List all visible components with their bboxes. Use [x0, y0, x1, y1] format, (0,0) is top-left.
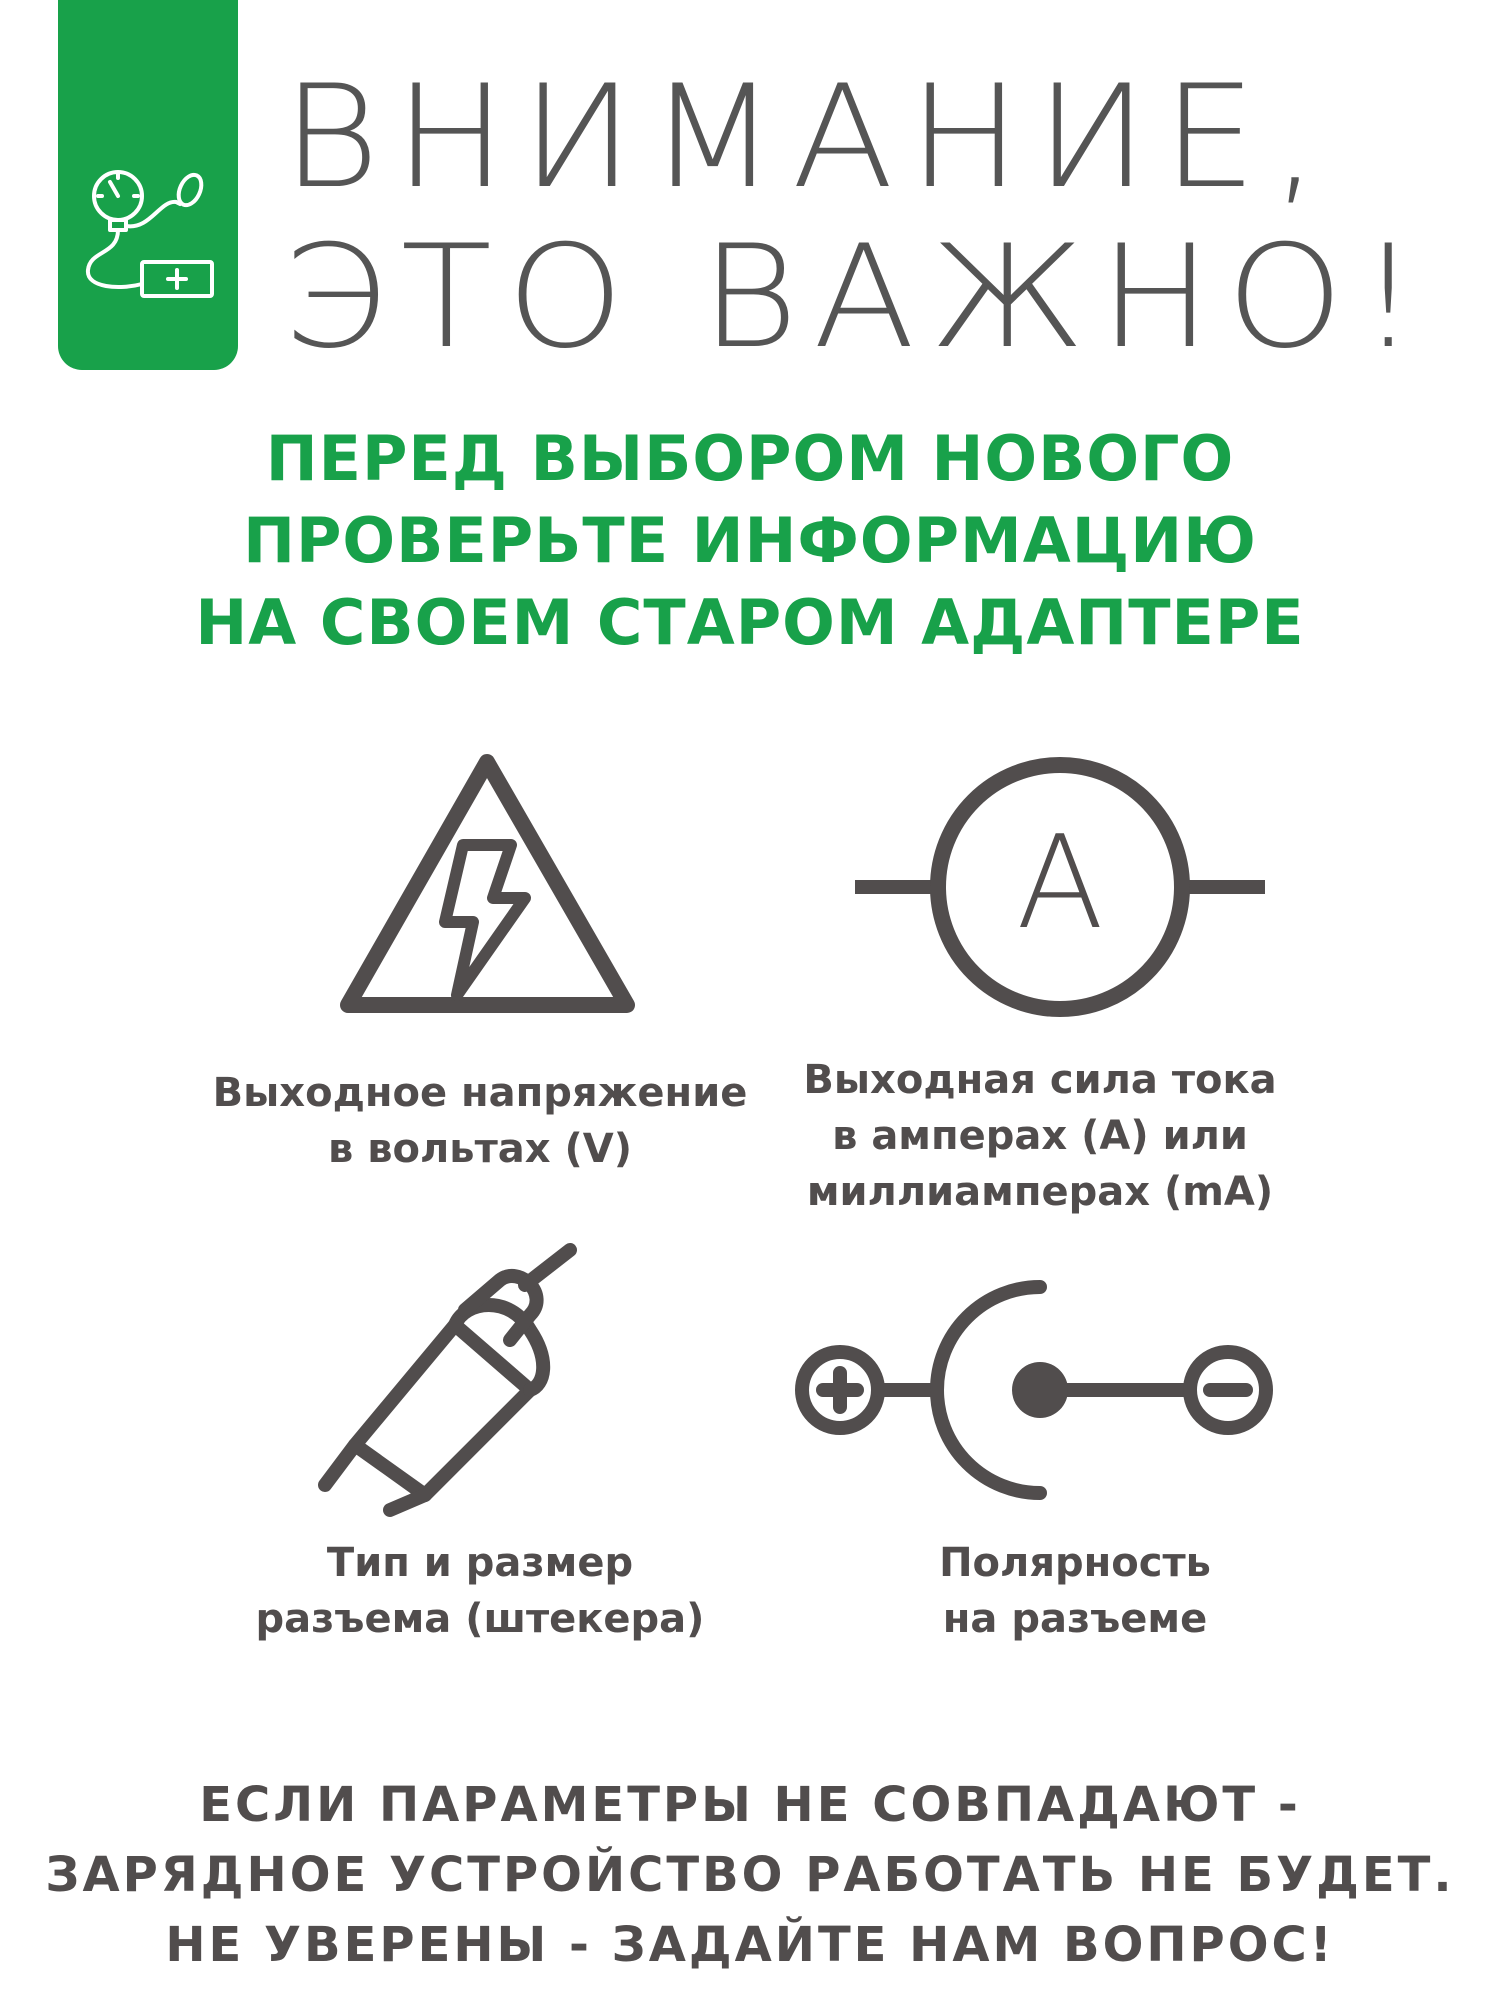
voltage-caption [190, 1065, 770, 1177]
headline-line-2: ЭТО ВАЖНО! [282, 215, 1433, 380]
plug-caption-line-2: разъема (штекера) [255, 1596, 705, 1642]
logo-tab [58, 0, 238, 370]
subheading-line-2: ПРОВЕРЬТЕ ИНФОРМАЦИЮ [243, 504, 1257, 577]
subheading [0, 418, 1500, 664]
plug-connector-icon [315, 1240, 615, 1520]
polarity-caption [790, 1535, 1360, 1647]
current-caption [760, 1052, 1320, 1220]
ammeter-icon [855, 755, 1265, 1025]
voltage-caption-line-1: Выходное напряжение [212, 1070, 748, 1116]
footer-line-3: НЕ УВЕРЕНЫ - ЗАДАЙТЕ НАМ ВОПРОС! [165, 1917, 1335, 1973]
footer-line-1: ЕСЛИ ПАРАМЕТРЫ НЕ СОВПАДАЮТ - [199, 1777, 1301, 1833]
current-caption-line-1: Выходная сила тока [803, 1057, 1277, 1103]
footer-warning [0, 1770, 1500, 1980]
plug-caption-line-1: Тип и размер [326, 1540, 634, 1586]
polarity-icon [790, 1275, 1280, 1505]
subheading-line-1: ПЕРЕД ВЫБОРОМ НОВОГО [265, 422, 1235, 495]
subheading-line-3: НА СВОЕМ СТАРОМ АДАПТЕРЕ [195, 586, 1305, 659]
footer-line-2: ЗАРЯДНОЕ УСТРОЙСТВО РАБОТАТЬ НЕ БУДЕТ. [45, 1847, 1455, 1903]
polarity-caption-line-2: на разъеме [942, 1596, 1208, 1642]
plug-caption [180, 1535, 780, 1647]
polarity-caption-line-1: Полярность [939, 1540, 1211, 1586]
svg-text:A: A [1016, 809, 1104, 958]
voltage-caption-line-2: в вольтах (V) [327, 1126, 633, 1172]
current-caption-line-2: в амперах (A) или [832, 1113, 1248, 1159]
high-voltage-warning-icon [335, 750, 640, 1025]
current-caption-line-3: миллиамперах (mA) [806, 1169, 1274, 1215]
blood-pressure-monitor-icon [80, 160, 220, 300]
headline [282, 55, 1500, 380]
headline-line-1: ВНИМАНИЕ, [282, 55, 1334, 220]
